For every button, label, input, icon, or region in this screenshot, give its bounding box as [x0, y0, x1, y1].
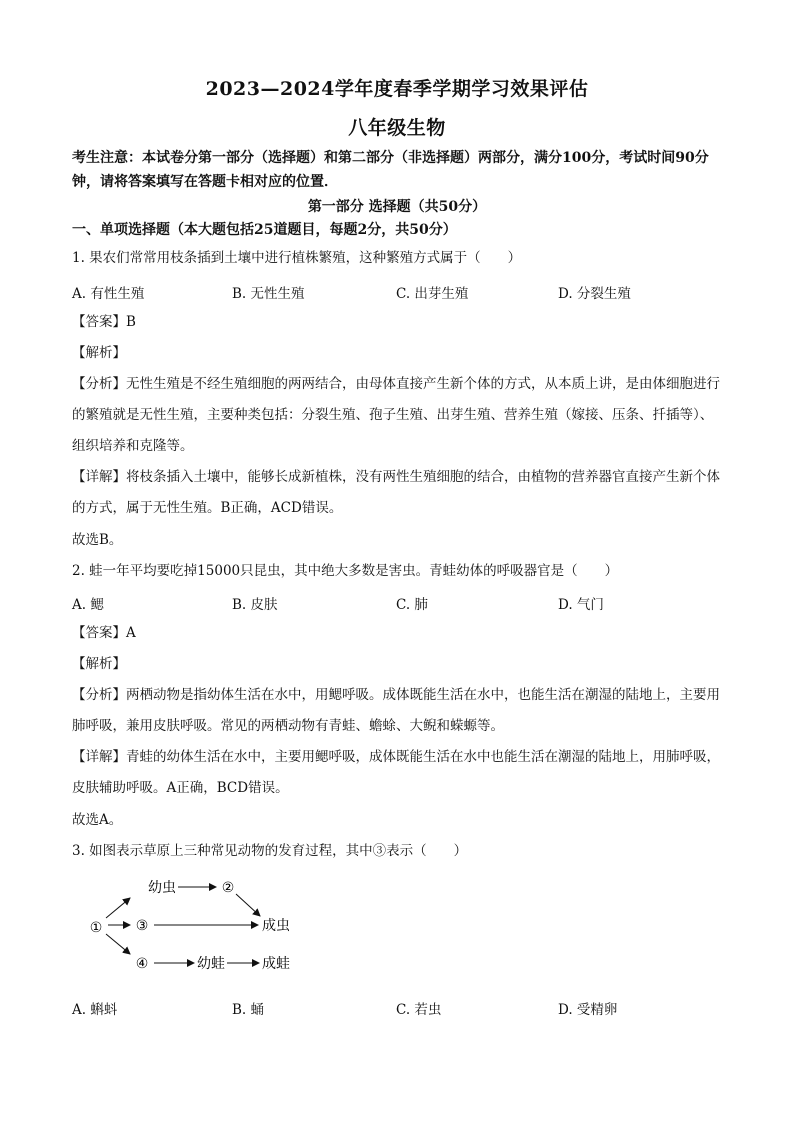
q3-option-c: C. 若虫 — [396, 1002, 442, 1018]
q2-answer: 【答案】A — [72, 625, 136, 641]
exam-subtitle: 八年级生物 — [348, 117, 446, 139]
q2-option-b: B. 皮肤 — [232, 597, 278, 613]
q3-stem: 3. 如图表示草原上三种常见动物的发育过程，其中③表示（ ） — [72, 843, 468, 859]
development-diagram — [72, 870, 312, 980]
q2-detail: 【详解】青蛙的幼体生活在水中，主要用鳃呼吸，成体既能生活在水中也能生活在潮湿的陆地上，用肺呼吸，皮肤辅助呼吸。A正确，BCD错误。 — [72, 749, 720, 796]
q1-analysis: 【分析】无性生殖是不经生殖细胞的两两结合，由母体直接产生新个体的方式，从本质上讲，是由体细胞进行的繁殖就是无性生殖，主要种类包括：分裂生殖、孢子生殖、出芽生殖、营养生殖（嫁接、压条、扦插等）、组织培养和克隆等。 — [72, 376, 720, 454]
q1-jiexi-label: 【解析】 — [72, 345, 126, 361]
node-larva: 幼虫 — [148, 880, 176, 896]
part-title: 第一部分 选择题（共50分） — [307, 199, 487, 215]
q2-option-d: D. 气门 — [558, 597, 604, 613]
node-3: ③ — [135, 918, 149, 934]
q1-detail: 【详解】将枝条插入土壤中，能够长成新植株，没有两性生殖细胞的结合，由植物的营养器官直接产生新个体的方式，属于无性生殖。B正确，ACD错误。 — [72, 469, 720, 516]
q2-conclusion: 故选A。 — [72, 812, 123, 828]
section-title: 一、单项选择题（本大题包括25道题目，每题2分，共50分） — [72, 222, 457, 238]
q2-stem: 2. 蛙一年平均要吃掉15000只昆虫，其中绝大多数是害虫。青蛙幼体的呼吸器官是（ ） — [72, 563, 619, 579]
node-tadpole-young: 幼蛙 — [197, 956, 225, 972]
node-1: ① — [89, 920, 103, 936]
q1-stem: 1. 果农们常常用枝条插到土壤中进行植株繁殖，这种繁殖方式属于（ ） — [72, 250, 522, 266]
q1-option-b: B. 无性生殖 — [232, 286, 305, 302]
node-adult-frog: 成蛙 — [262, 956, 290, 972]
node-4: ④ — [135, 956, 149, 972]
node-adult-insect: 成虫 — [262, 918, 290, 934]
q1-option-a: A. 有性生殖 — [72, 286, 145, 302]
q2-analysis: 【分析】两栖动物是指幼体生活在水中，用鳃呼吸。成体既能生活在水中，也能生活在潮湿的陆地上，主要用肺呼吸，兼用皮肤呼吸。常见的两栖动物有青蛙、蟾蜍、大鲵和蝾螈等。 — [72, 687, 720, 734]
arrow-2-to-adult — [236, 894, 260, 916]
q1-option-d: D. 分裂生殖 — [558, 286, 631, 302]
exam-notice: 考生注意：本试卷分第一部分（选择题）和第二部分（非选择题）两部分，满分100分，考试时间90分钟，请将答案填写在答题卡相对应的位置． — [72, 150, 709, 190]
q3-option-a: A. 蝌蚪 — [72, 1002, 118, 1018]
exam-title: 2023—2024学年度春季学期学习效果评估 — [205, 78, 589, 100]
q1-conclusion: 故选B。 — [72, 532, 123, 548]
q3-option-b: B. 蛹 — [232, 1002, 265, 1018]
q2-option-a: A. 鳃 — [72, 597, 104, 613]
node-2: ② — [221, 880, 235, 896]
arrow-1-to-4 — [106, 934, 130, 954]
q2-option-c: C. 肺 — [396, 597, 428, 613]
q3-option-d: D. 受精卵 — [558, 1002, 618, 1018]
q2-jiexi-label: 【解析】 — [72, 656, 126, 672]
q1-answer: 【答案】B — [72, 314, 136, 330]
arrow-1-to-larva — [106, 898, 130, 918]
q1-option-c: C. 出芽生殖 — [396, 286, 469, 302]
